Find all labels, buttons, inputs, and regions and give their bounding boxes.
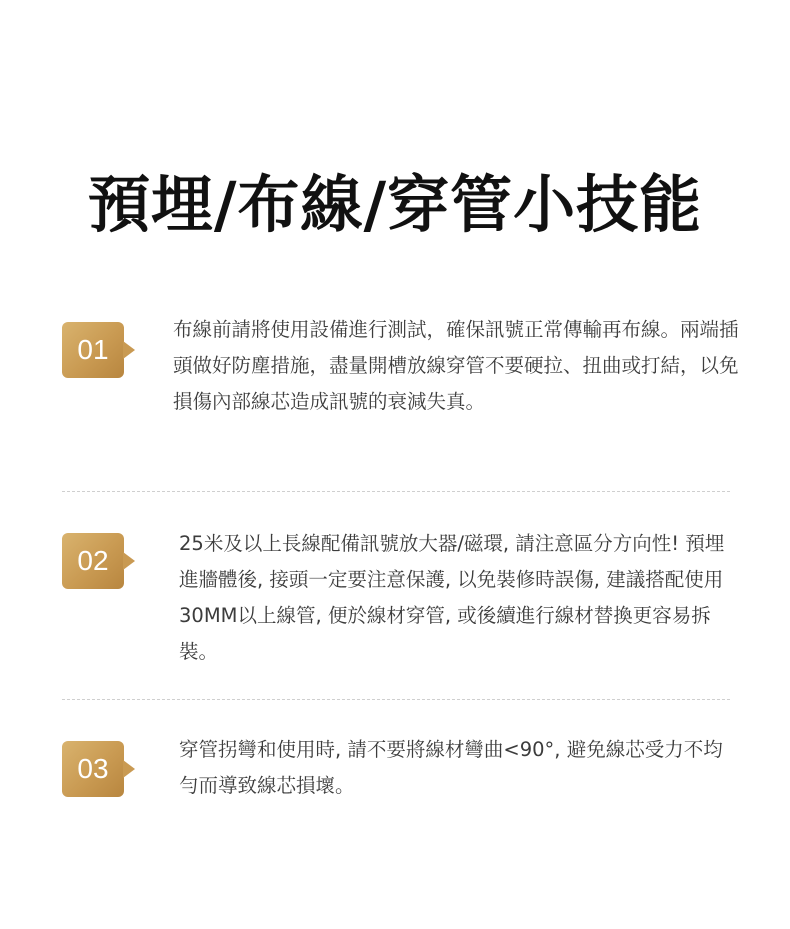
number-badge-label: 02 — [77, 545, 109, 576]
pointer-arrow-icon — [123, 552, 135, 570]
page-title: 預埋/布線/穿管小技能 — [87, 168, 703, 241]
divider — [62, 491, 730, 492]
number-badge-label: 03 — [77, 753, 109, 784]
number-badge — [62, 322, 124, 378]
tip-text: 布線前請將使用設備進行測試，確保訊號正常傳輸再布線。兩端插頭做好防塵措施，盡量開槽放線穿管不要硬拉、扭曲或打結，以免損傷內部線芯造成訊號的衰減失真。 — [173, 318, 739, 413]
tip-text: 穿管拐彎和使用時, 請不要將線材彎曲<90°, 避免線芯受力不均勻而導致線芯損壞。 — [179, 738, 723, 797]
number-badge — [62, 533, 124, 589]
number-badge-label: 01 — [77, 334, 109, 365]
tip-item-01 — [0, 310, 790, 470]
pointer-arrow-icon — [123, 341, 135, 359]
number-badge — [62, 741, 124, 797]
pointer-arrow-icon — [123, 760, 135, 778]
divider — [62, 699, 730, 700]
tip-item-02 — [0, 520, 790, 680]
tip-item-03 — [0, 728, 790, 818]
tip-text: 25米及以上長線配備訊號放大器/磁環, 請注意區分方向性! 預埋進牆體後, 接頭一定要注意保護, 以免裝修時誤傷, 建議搭配使用30MM以上線管, 便於線材穿管, 或後續進行線材替換更容易拆裝。 — [179, 532, 725, 663]
